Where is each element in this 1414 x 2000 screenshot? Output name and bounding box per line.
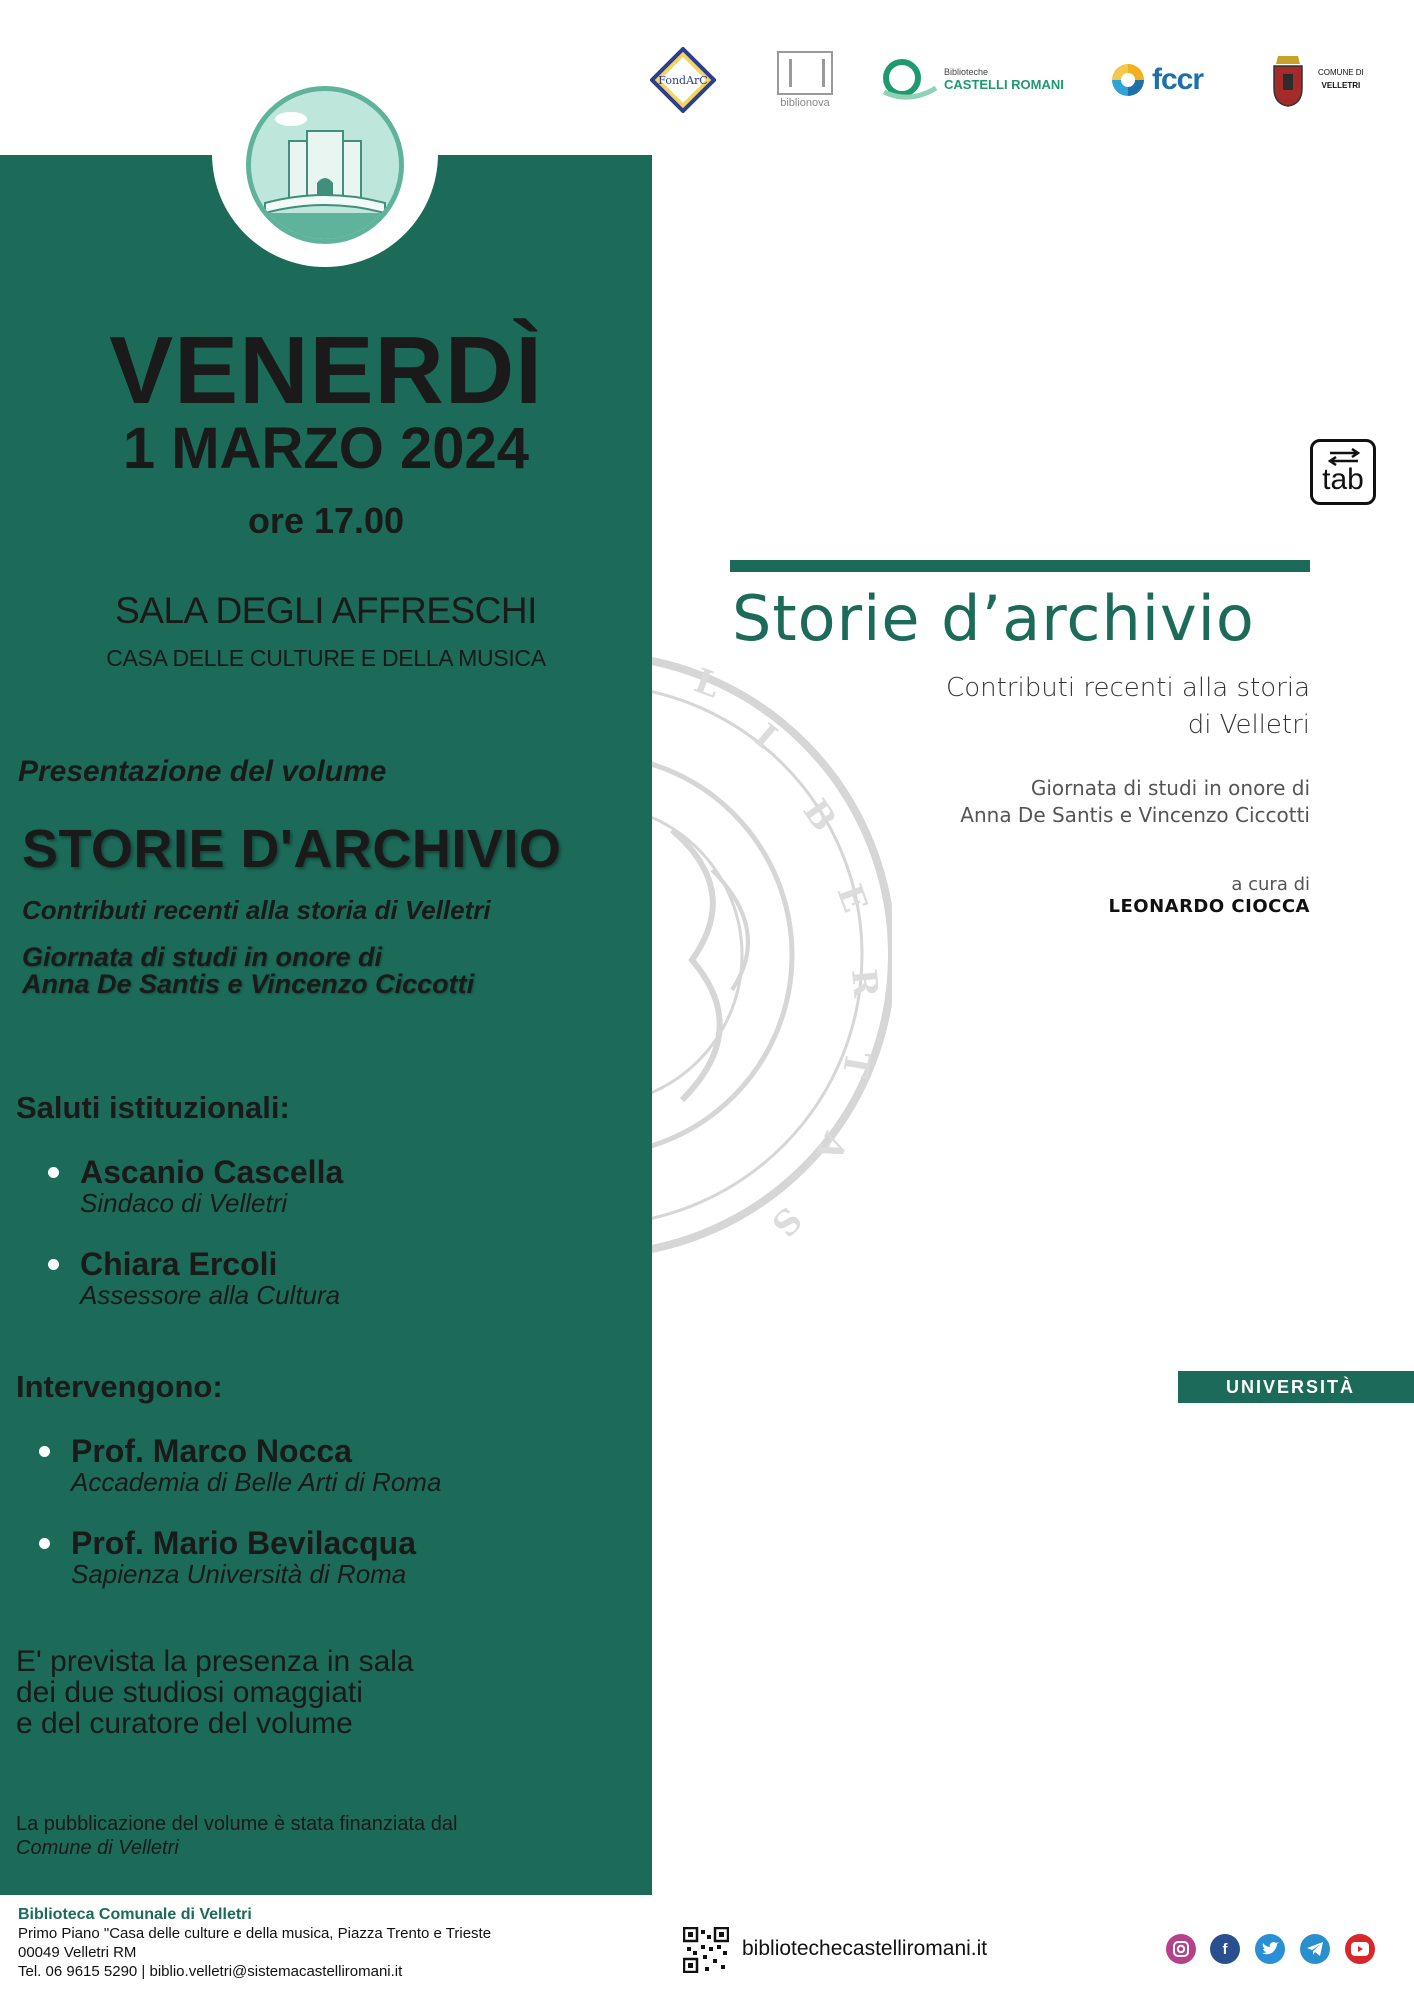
biblionova-logo: biblionova bbox=[770, 40, 840, 120]
cover-subtitle: Contributi recenti alla storia di Velletri bbox=[946, 673, 1310, 740]
twitter-icon[interactable] bbox=[1255, 1934, 1285, 1964]
speakers-heading: Intervengono: bbox=[16, 1369, 223, 1404]
fccr-mark-icon bbox=[1110, 62, 1146, 98]
event-date: 1 MARZO 2024 bbox=[122, 416, 530, 481]
svg-text:S: S bbox=[763, 1198, 809, 1245]
presentation-label: Presentazione del volume bbox=[18, 755, 387, 788]
svg-text:E: E bbox=[828, 879, 875, 918]
svg-text:R: R bbox=[843, 967, 886, 999]
qr-code[interactable] bbox=[683, 1927, 729, 1973]
svg-text:L: L bbox=[688, 660, 726, 707]
list-item: Prof. Marco Nocca Accademia di Belle Arti di Roma bbox=[71, 1434, 441, 1496]
book-title: STORIE D'ARCHIVIO bbox=[22, 819, 562, 879]
svg-text:T: T bbox=[833, 1048, 878, 1081]
svg-text:A: A bbox=[807, 1126, 856, 1168]
event-time: ore 17.00 bbox=[247, 500, 405, 541]
castelli-swirl-icon bbox=[880, 58, 938, 102]
telegram-icon[interactable] bbox=[1300, 1934, 1330, 1964]
cover-title: Storie d’archivio bbox=[732, 582, 1255, 655]
website-link[interactable]: bibliotechecastelliromani.it bbox=[742, 1937, 988, 1960]
greetings-heading: Saluti istituzionali: bbox=[16, 1090, 290, 1125]
facebook-icon[interactable]: f bbox=[1210, 1934, 1240, 1964]
svg-text:I: I bbox=[746, 716, 785, 758]
instagram-icon[interactable] bbox=[1166, 1934, 1196, 1964]
svg-text:B: B bbox=[794, 792, 844, 839]
attendance-note: E' prevista la presenza in sala dei due studiosi omaggiati e del curatore del volume bbox=[16, 1645, 414, 1740]
event-venue: SALA DEGLI AFFRESCHI bbox=[115, 590, 537, 631]
bullet bbox=[39, 1446, 50, 1457]
bullet bbox=[48, 1167, 59, 1178]
fondarc-logo bbox=[650, 40, 720, 120]
cover-title-bar bbox=[730, 560, 1310, 572]
book-study-day: Giornata di studi in onore di Anna De Santis e Vincenzo Ciccotti bbox=[22, 942, 475, 999]
library-contact: Biblioteca Comunale di Velletri Primo Piano "Casa delle culture e della musica, Piazza Trento e Trieste 00049 Velletri RM Tel. 06 9615 5290 | biblio.velletri@sistemacastelliromani.it bbox=[18, 1906, 492, 1980]
list-item: Chiara Ercoli Assessore alla Cultura bbox=[80, 1247, 340, 1309]
list-item: Prof. Mario Bevilacqua Sapienza Università di Roma bbox=[71, 1526, 416, 1588]
book-subtitle: Contributi recenti alla storia di Velletri bbox=[22, 895, 491, 925]
bullet bbox=[39, 1538, 50, 1549]
event-venue-sub: CASA DELLE CULTURE E DELLA MUSICA bbox=[106, 645, 546, 671]
event-day: VENERDÌ bbox=[109, 317, 543, 424]
fccr-logo: fccr bbox=[1110, 40, 1230, 120]
bullet bbox=[48, 1259, 59, 1270]
comune-velletri-logo: COMUNE DI VELLETRI bbox=[1270, 40, 1400, 120]
coat-of-arms-icon bbox=[1270, 52, 1306, 108]
youtube-icon[interactable] bbox=[1345, 1934, 1375, 1964]
cover-study-day: Giornata di studi in onore di Anna De Santis e Vincenzo Ciccotti bbox=[960, 776, 1310, 827]
funding-note: La pubblicazione del volume è stata finanziata dal Comune di Velletri bbox=[16, 1813, 458, 1859]
series-label: UNIVERSITÀ bbox=[1178, 1371, 1414, 1403]
libertas-seal-image bbox=[652, 630, 892, 1280]
svg-text:FondArC: FondArC bbox=[658, 74, 708, 87]
cover-curator: a cura di LEONARDO CIOCCA bbox=[1108, 874, 1310, 917]
castelli-romani-logo: Biblioteche CASTELLI ROMANI bbox=[880, 40, 1090, 120]
partner-logos bbox=[640, 40, 1400, 120]
list-item: Ascanio Cascella Sindaco di Velletri bbox=[80, 1155, 343, 1217]
tab-publisher-logo: tab bbox=[1310, 439, 1376, 505]
castle-book-icon bbox=[246, 86, 404, 244]
